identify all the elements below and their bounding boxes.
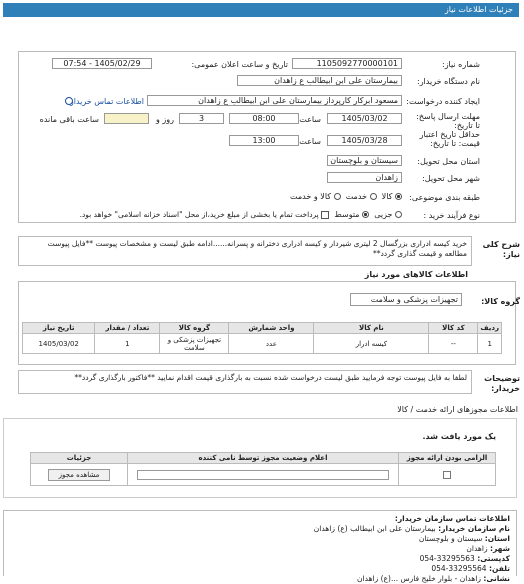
days-field: 3 [179, 113, 224, 124]
creator-label: ایجاد کننده درخواست: [406, 97, 480, 106]
purchase-minor-radio[interactable] [395, 211, 402, 218]
view-permit-button[interactable]: مشاهده مجوز [48, 469, 110, 481]
contact-phone-row [10, 564, 510, 574]
cell-row: 1 [478, 334, 502, 354]
buyer-notes-label: توضیحات خریدار: [484, 374, 520, 393]
category-goods-radio[interactable] [395, 193, 402, 200]
col-row: ردیف [478, 323, 502, 334]
category-goods-label: کالا [381, 192, 393, 201]
contact-info-icon [65, 97, 73, 105]
cell-code: -- [429, 334, 478, 354]
col-name: نام کالا [314, 323, 429, 334]
category-both-label: کالا و خدمت [290, 192, 332, 201]
permits-title: اطلاعات مجوزهای ارائه خدمت / کالا [397, 405, 518, 414]
category-service-label: خدمت [345, 192, 367, 201]
buyer-contact-link[interactable]: اطلاعات تماس خریدار [69, 97, 144, 106]
permits-table-header [31, 453, 496, 464]
goods-group-label: گروه کالا: [481, 297, 520, 306]
col-code: کد کالا [429, 323, 478, 334]
need-number-field: 1105092770000101 [292, 58, 402, 69]
province-field: سیستان و بلوچستان [327, 155, 402, 166]
remaining-label: ساعت باقی مانده [39, 115, 99, 124]
permit-required-cell [399, 464, 496, 486]
deadline-date-field: 1405/03/02 [327, 113, 402, 124]
city-field: زاهدان [327, 172, 402, 183]
days-label: روز و [156, 115, 174, 124]
purchase-minor-label: جزیی [374, 210, 393, 219]
validity-time-label: ساعت [299, 137, 321, 146]
announce-label: تاریخ و ساعت اعلان عمومی: [191, 60, 288, 69]
validity-time-field: 13:00 [229, 135, 299, 146]
contact-phone-label: تلفن: [488, 564, 510, 573]
col-date: تاریخ نیاز [23, 323, 95, 334]
treasury-text: پرداخت تمام یا بخشی از مبلغ خرید،از محل "اسناد خزانه اسلامی" خواهد بود. [79, 210, 319, 219]
cell-date: 1405/03/02 [23, 334, 95, 354]
cell-unit: عدد [229, 334, 314, 354]
contact-city-label: شهر: [490, 544, 510, 553]
validity-date-field: 1405/03/28 [327, 135, 402, 146]
category-both-radio[interactable] [334, 193, 341, 200]
goods-group-field: تجهیزات پزشکی و سلامت [350, 293, 462, 306]
permit-required-checkbox [443, 471, 451, 479]
permits-count: یک مورد یافت شد. [422, 432, 496, 441]
permit-status-cell [128, 464, 399, 486]
permit-status-select[interactable] [137, 470, 390, 480]
table-row [31, 464, 496, 486]
contact-city-row [10, 544, 510, 554]
contact-city-value: زاهدان [466, 544, 488, 553]
contact-address-label: نشانی: [483, 574, 510, 583]
purchase-medium-label: متوسط [334, 210, 360, 219]
summary-label: شرح کلی نیاز: [482, 240, 520, 259]
deadline-label: مهلت ارسال پاسخ: تا تاریخ: [416, 112, 480, 130]
buyer-notes-text: لطفا به فایل پیوست توجه فرمایید طبق لیست درخواست شده نسبت به بارگذاری قیمت اقدام نمایید **فاکتور بارگذاری گردد** [74, 373, 467, 382]
goods-table [22, 322, 502, 354]
deadline-time-field: 08:00 [229, 113, 299, 124]
page-header [3, 3, 519, 17]
goods-table-header [23, 323, 502, 334]
summary-box [18, 236, 472, 266]
contact-province-row [10, 534, 510, 544]
goods-section-title: اطلاعات کالاهای مورد نیاز [364, 270, 468, 279]
purchase-type-label: نوع فرآیند خرید : [423, 211, 480, 220]
category-options [290, 192, 402, 201]
cell-qty: 1 [95, 334, 160, 354]
validity-label: حداقل تاریخ اعتبار قیمت: تا تاریخ: [419, 130, 480, 148]
col-unit: واحد شمارش [229, 323, 314, 334]
contact-address-value: زاهدان - بلوار خلیج فارس ...(ع) زاهدان [357, 574, 481, 583]
col-required: الزامی بودن ارائه مجوز [399, 453, 496, 464]
creator-field: مسعود ابرکار کارپرداز بیمارستان علی ابن ابیطالب ع زاهدان [147, 95, 402, 106]
city-label: شهر محل تحویل: [422, 174, 480, 183]
announce-field: 1405/02/29 - 07:54 [52, 58, 152, 69]
remaining-hours-field [104, 113, 149, 124]
contact-province-label: استان: [484, 534, 510, 543]
table-row [23, 334, 502, 354]
province-label: استان محل تحویل: [417, 157, 480, 166]
permit-details-cell [31, 464, 128, 486]
col-details: جزئیات [31, 453, 128, 464]
col-group: گروه کالا [160, 323, 229, 334]
contact-phone-value: 33295564-054 [431, 564, 487, 573]
contact-org-row [10, 524, 510, 534]
cell-name: کیسه ادرار [314, 334, 429, 354]
contact-postal-label: کدپستی: [477, 554, 510, 563]
contact-section [3, 510, 517, 583]
contact-postal-row [10, 554, 510, 564]
buyer-field: بیمارستان علی ابن ابیطالب ع زاهدان [237, 75, 402, 86]
contact-province-value: سیستان و بلوچستان [418, 534, 483, 543]
summary-text: خرید کیسه ادراری بزرگسال 2 لیتری شیردار و کیسه ادراری دخترانه و پسرانه......ادامه طبق لیست و مشخصات پیوست **فایل پیوست مطالعه و قیمت گذاری گردد** [47, 239, 467, 258]
col-qty: تعداد / مقدار [95, 323, 160, 334]
permits-table [30, 452, 496, 486]
contact-title: اطلاعات تماس سازمان خریدار: [394, 514, 510, 523]
deadline-time-label: ساعت [299, 115, 321, 124]
treasury-checkbox[interactable] [321, 211, 329, 219]
category-service-radio[interactable] [370, 193, 377, 200]
purchase-options [80, 210, 402, 219]
contact-postal-value: 33295563-054 [419, 554, 475, 563]
cell-group: تجهیزات پزشکی و سلامت [160, 334, 229, 354]
contact-org-value: بیمارستان علی ابن ابیطالب (ع) زاهدان [313, 524, 436, 533]
page-title: جزئیات اطلاعات نیاز [444, 5, 513, 14]
contact-org-label: نام سازمان خریدار: [438, 524, 510, 533]
col-status: اعلام وضعیت مجوز توسط نامی کننده [128, 453, 399, 464]
buyer-label: نام دستگاه خریدار: [417, 77, 480, 86]
need-number-label: شماره نیاز: [442, 60, 480, 69]
buyer-notes-box [18, 370, 472, 394]
category-label: طبقه بندی موضوعی: [409, 193, 480, 202]
purchase-medium-radio[interactable] [362, 211, 369, 218]
